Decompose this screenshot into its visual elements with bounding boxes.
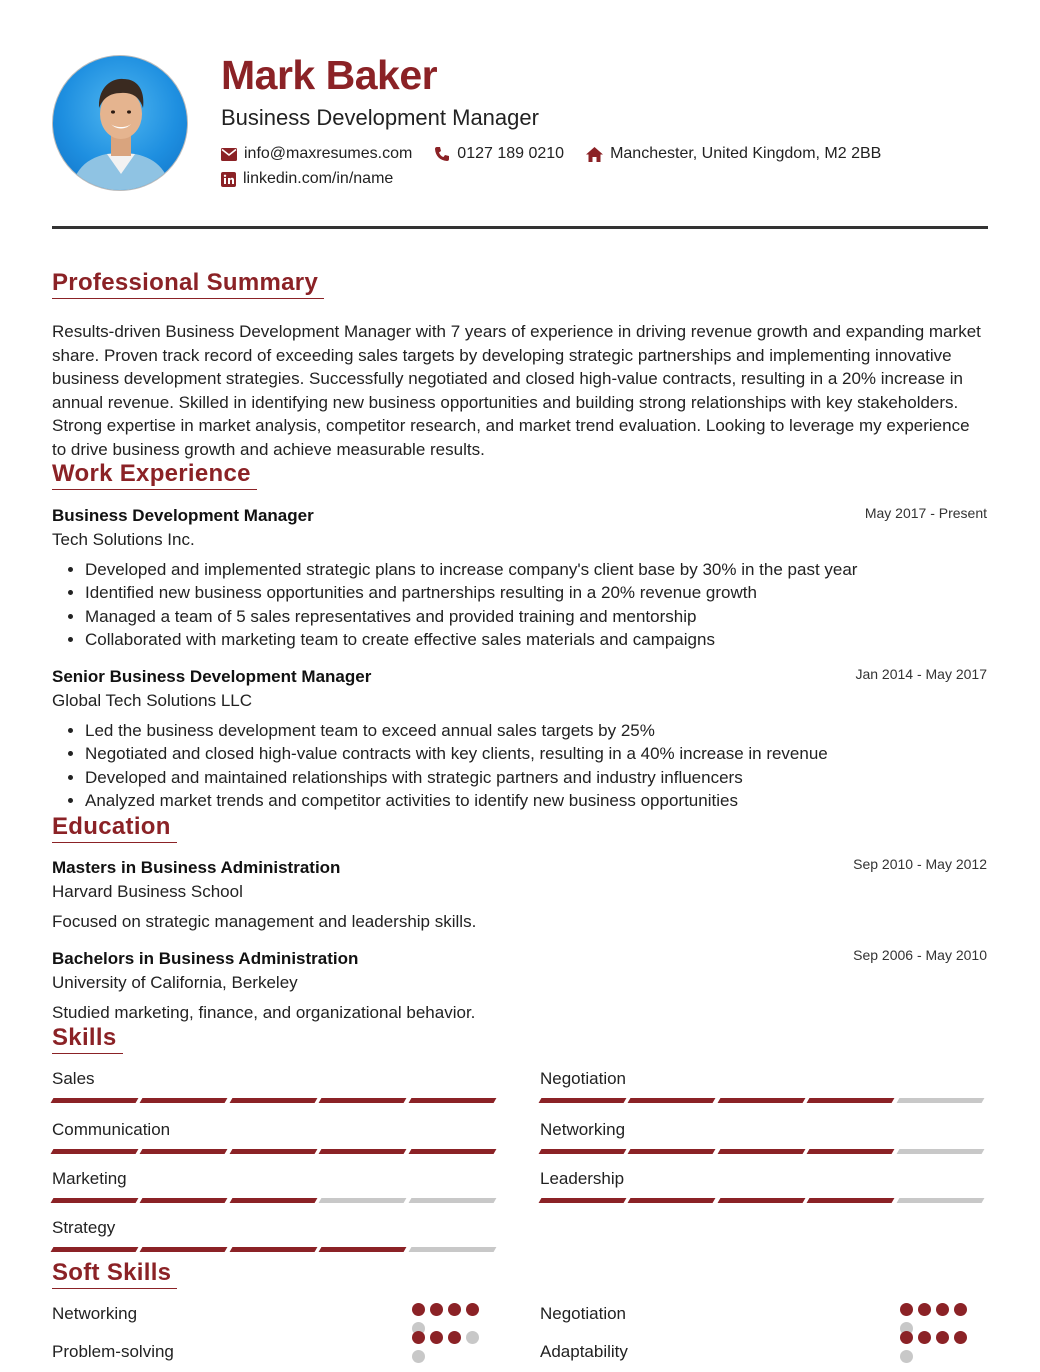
list-item: • Analyzed market trends and competitor activities to identify new business opportunities — [85, 789, 828, 812]
phone-icon — [434, 146, 450, 162]
rating-dot-filled — [900, 1331, 913, 1344]
skill-segment-filled — [319, 1098, 407, 1103]
skill-name: Marketing — [52, 1169, 127, 1188]
contact-linkedin[interactable] — [221, 170, 393, 188]
rating-dot-empty — [466, 1331, 479, 1344]
skill-level-bar — [52, 1149, 499, 1154]
skill-segment-empty — [896, 1198, 984, 1203]
list-item: • Collaborated with marketing team to create effective sales materials and campaigns — [85, 628, 857, 651]
candidate-name: Mark Baker — [221, 52, 438, 98]
rating-dot-filled — [430, 1303, 443, 1316]
rating-dot-filled — [412, 1331, 425, 1344]
soft-skill-name: Negotiation — [540, 1304, 627, 1323]
person-portrait-icon — [53, 56, 188, 191]
skill-level-bar — [52, 1098, 499, 1103]
header-divider — [52, 226, 988, 229]
email-text: info@maxresumes.com — [244, 145, 413, 162]
job-dates: May 2017 - Present — [864, 505, 987, 521]
degree-title: Bachelors in Business Administration — [52, 949, 359, 968]
list-item: • Identified new business opportunities and partnerships resulting in a 20% revenue growth — [85, 581, 857, 604]
skill-segment-filled — [717, 1098, 805, 1103]
skill-segment-filled — [717, 1149, 805, 1154]
rating-dot-filled — [954, 1303, 967, 1316]
skill-level-bar — [52, 1198, 499, 1203]
degree-description: Focused on strategic management and leadership skills. — [52, 912, 477, 931]
skill-segment-filled — [319, 1247, 407, 1252]
rating-dot-filled — [936, 1331, 949, 1344]
soft-skill-item — [540, 1342, 987, 1362]
skill-segment-filled — [51, 1198, 139, 1203]
contact-row-social — [221, 170, 415, 188]
soft-skill-name: Networking — [52, 1304, 138, 1323]
job-title: Senior Business Development Manager — [52, 667, 372, 686]
list-item: • Developed and maintained relationships with strategic partners and industry influencers — [85, 766, 828, 789]
rating-dot-filled — [430, 1331, 443, 1344]
skill-name: Leadership — [540, 1169, 625, 1188]
soft-skill-rating — [900, 1331, 980, 1369]
skill-item — [540, 1120, 987, 1154]
skill-segment-empty — [408, 1247, 496, 1252]
envelope-icon — [221, 148, 237, 161]
skill-level-bar — [540, 1149, 987, 1154]
soft-skills-heading: Soft Skills — [52, 1259, 177, 1289]
skill-item — [52, 1069, 499, 1103]
skill-segment-filled — [408, 1149, 496, 1154]
skill-level-bar — [540, 1198, 987, 1203]
list-item: • Managed a team of 5 sales representatives and provided training and mentorship — [85, 605, 857, 628]
contact-location — [586, 145, 881, 163]
rating-dot-filled — [448, 1331, 461, 1344]
skill-item — [52, 1120, 499, 1154]
rating-dot-filled — [900, 1303, 913, 1316]
rating-dot-empty — [412, 1350, 425, 1363]
profile-photo — [52, 55, 188, 191]
skill-level-bar — [52, 1247, 499, 1252]
linkedin-icon — [221, 172, 236, 187]
skill-segment-filled — [51, 1098, 139, 1103]
skill-segment-filled — [539, 1198, 627, 1203]
job-title: Business Development Manager — [52, 506, 314, 525]
degree-description: Studied marketing, finance, and organizational behavior. — [52, 1003, 476, 1022]
soft-skill-item — [52, 1304, 499, 1324]
skill-segment-filled — [717, 1198, 805, 1203]
skills-heading: Skills — [52, 1024, 123, 1054]
skill-segment-filled — [628, 1149, 716, 1154]
degree-title: Masters in Business Administration — [52, 858, 341, 877]
skill-segment-filled — [628, 1198, 716, 1203]
candidate-title: Business Development Manager — [221, 105, 539, 130]
skill-segment-filled — [140, 1247, 228, 1252]
skill-item — [52, 1169, 499, 1203]
skill-segment-filled — [539, 1149, 627, 1154]
contact-phone[interactable] — [434, 145, 564, 163]
phone-text: 0127 189 0210 — [457, 145, 565, 162]
job-company: Tech Solutions Inc. — [52, 530, 195, 549]
degree-dates: Sep 2010 - May 2012 — [853, 856, 987, 872]
skill-segment-filled — [140, 1098, 228, 1103]
skill-segment-filled — [807, 1198, 895, 1203]
skill-segment-filled — [807, 1149, 895, 1154]
skill-segment-filled — [229, 1247, 317, 1252]
experience-heading: Work Experience — [52, 460, 257, 490]
soft-skill-name: Problem-solving — [52, 1342, 174, 1361]
skill-name: Sales — [52, 1069, 95, 1088]
rating-dot-filled — [954, 1331, 967, 1344]
soft-skill-item — [540, 1304, 987, 1324]
rating-dot-filled — [936, 1303, 949, 1316]
skill-segment-filled — [51, 1247, 139, 1252]
skill-segment-empty — [896, 1098, 984, 1103]
rating-dot-empty — [900, 1350, 913, 1363]
location-text: Manchester, United Kingdom, M2 2BB — [610, 145, 882, 162]
rating-dot-filled — [412, 1303, 425, 1316]
soft-skill-item — [52, 1342, 499, 1362]
skill-segment-filled — [319, 1149, 407, 1154]
skill-segment-empty — [319, 1198, 407, 1203]
skill-name: Negotiation — [540, 1069, 627, 1088]
soft-skill-rating — [412, 1331, 492, 1369]
job-bullets — [52, 719, 828, 813]
summary-heading: Professional Summary — [52, 269, 324, 299]
skill-segment-filled — [807, 1098, 895, 1103]
list-item: • Developed and implemented strategic plans to increase company's client base by 30% in the past year — [85, 558, 857, 581]
skill-segment-filled — [229, 1149, 317, 1154]
contact-row — [221, 145, 903, 163]
skill-segment-filled — [140, 1149, 228, 1154]
skill-segment-filled — [140, 1198, 228, 1203]
skill-level-bar — [540, 1098, 987, 1103]
rating-dot-filled — [448, 1303, 461, 1316]
job-dates: Jan 2014 - May 2017 — [855, 666, 987, 682]
degree-dates: Sep 2006 - May 2010 — [853, 947, 987, 963]
skill-item — [52, 1218, 499, 1252]
list-item: • Led the business development team to exceed annual sales targets by 25% — [85, 719, 828, 742]
skill-segment-filled — [628, 1098, 716, 1103]
skill-segment-empty — [896, 1149, 984, 1154]
school-name: University of California, Berkeley — [52, 973, 298, 992]
education-heading: Education — [52, 813, 177, 843]
summary-text: Results-driven Business Development Manager with 7 years of experience in driving revenue growth and expanding market share. Proven track record of exceeding sales targets by developing strategic partnerships and implementing innovative business development strategies. Successfully negotiated and closed high-value contracts, resulting in a 20% increase in annual revenue. Skilled in identifying new business opportunities and building strong relationships with key stakeholders. Strong expertise in market analysis, competitor research, and market trend evaluation. Looking to leverage my experience to drive business growth and achieve measurable results. — [52, 322, 981, 459]
rating-dot-filled — [918, 1331, 931, 1344]
skill-name: Strategy — [52, 1218, 116, 1237]
list-item: • Negotiated and closed high-value contracts with key clients, resulting in a 40% increase in revenue — [85, 742, 828, 765]
skill-segment-filled — [51, 1149, 139, 1154]
skill-segment-filled — [408, 1098, 496, 1103]
skill-item — [540, 1169, 987, 1203]
contact-email[interactable] — [221, 145, 412, 163]
rating-dot-filled — [918, 1303, 931, 1316]
home-icon — [586, 147, 603, 162]
skill-name: Networking — [540, 1120, 626, 1139]
job-bullets — [52, 558, 857, 652]
skill-segment-filled — [539, 1098, 627, 1103]
rating-dot-filled — [466, 1303, 479, 1316]
school-name: Harvard Business School — [52, 882, 243, 901]
job-company: Global Tech Solutions LLC — [52, 691, 253, 710]
skill-name: Communication — [52, 1120, 171, 1139]
skill-item — [540, 1069, 987, 1103]
skill-segment-empty — [408, 1198, 496, 1203]
skill-segment-filled — [229, 1098, 317, 1103]
linkedin-text: linkedin.com/in/name — [243, 170, 394, 187]
soft-skill-name: Adaptability — [540, 1342, 628, 1361]
skill-segment-filled — [229, 1198, 317, 1203]
